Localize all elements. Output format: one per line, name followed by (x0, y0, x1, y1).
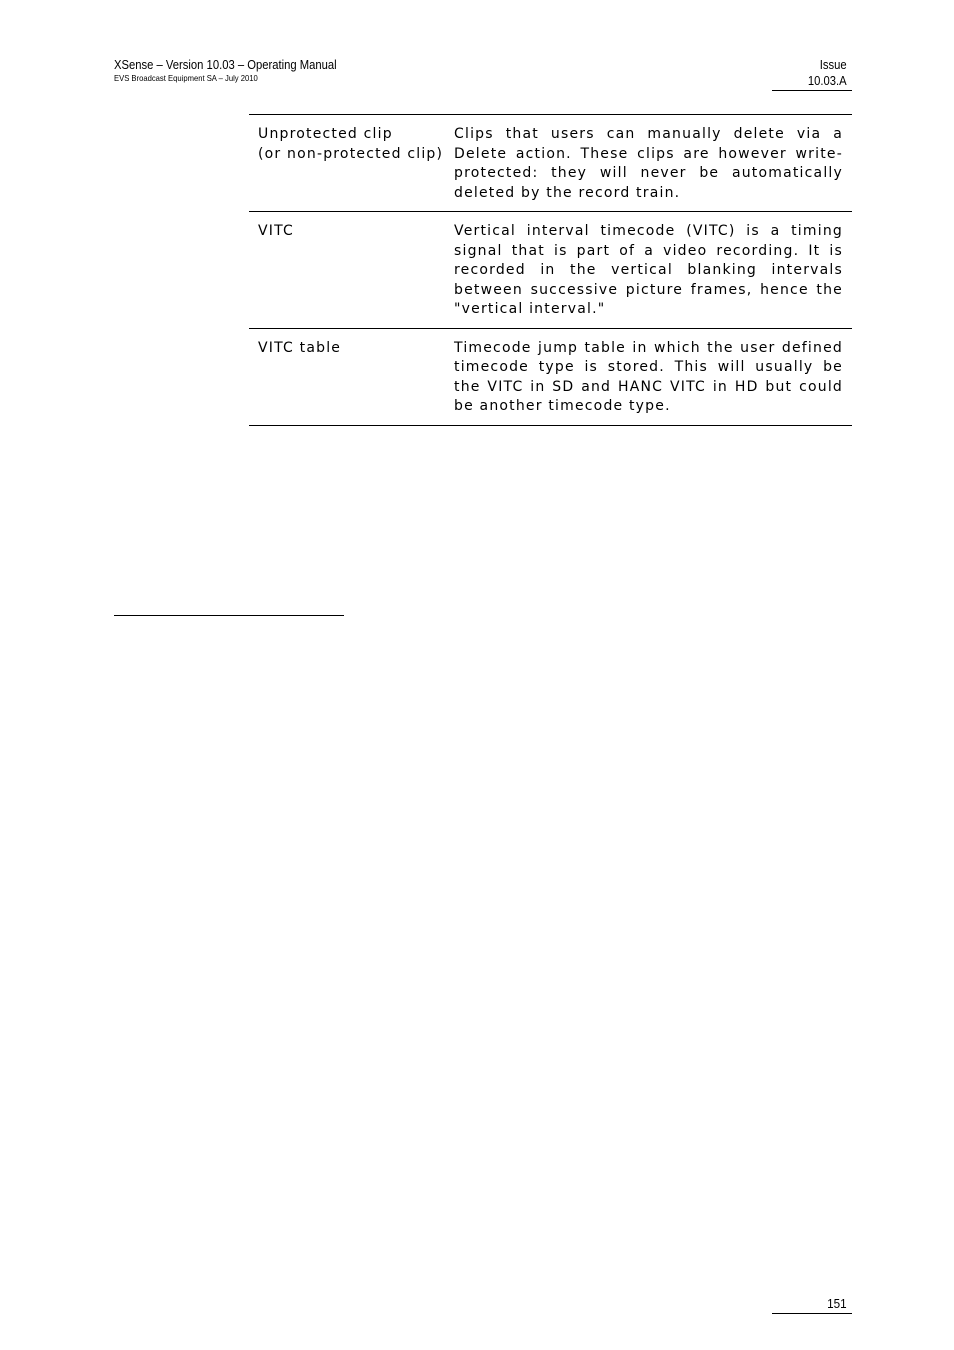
glossary-term: Unprotected clip (or non-protected clip) (258, 126, 444, 162)
glossary-definition: Vertical interval timecode (VITC) is a timing signal that is part of a video recording. It is recorded in the vertical blanking intervals between successive picture frames, hence the "vertical interval." (454, 223, 843, 317)
page-number-block (772, 1295, 852, 1314)
page-header (114, 57, 514, 84)
glossary-term: VITC table (258, 339, 342, 356)
issue-value: 10.03.A (807, 74, 847, 88)
glossary-definition: Clips that users can manually delete via a Delete action. These clips are however write-protected: they will never be automatically deleted by the record train. (454, 126, 843, 201)
glossary-table (249, 114, 852, 426)
glossary-definition: Timecode jump table in which the user defined timecode type is stored. This will usually be the VITC in SD and HANC VITC in HD but could be another timecode type. (454, 339, 843, 414)
footnote-separator (114, 615, 344, 616)
glossary-row (249, 115, 852, 212)
glossary-row (249, 329, 852, 426)
issue-block (772, 57, 852, 91)
document-subtitle: EVS Broadcast Equipment SA – July 2010 (114, 73, 258, 83)
glossary-term: VITC (258, 223, 295, 239)
page-number: 151 (827, 1296, 847, 1311)
issue-label: Issue (819, 58, 847, 72)
glossary-row (249, 212, 852, 329)
document-title: XSense – Version 10.03 – Operating Manual (114, 58, 337, 72)
